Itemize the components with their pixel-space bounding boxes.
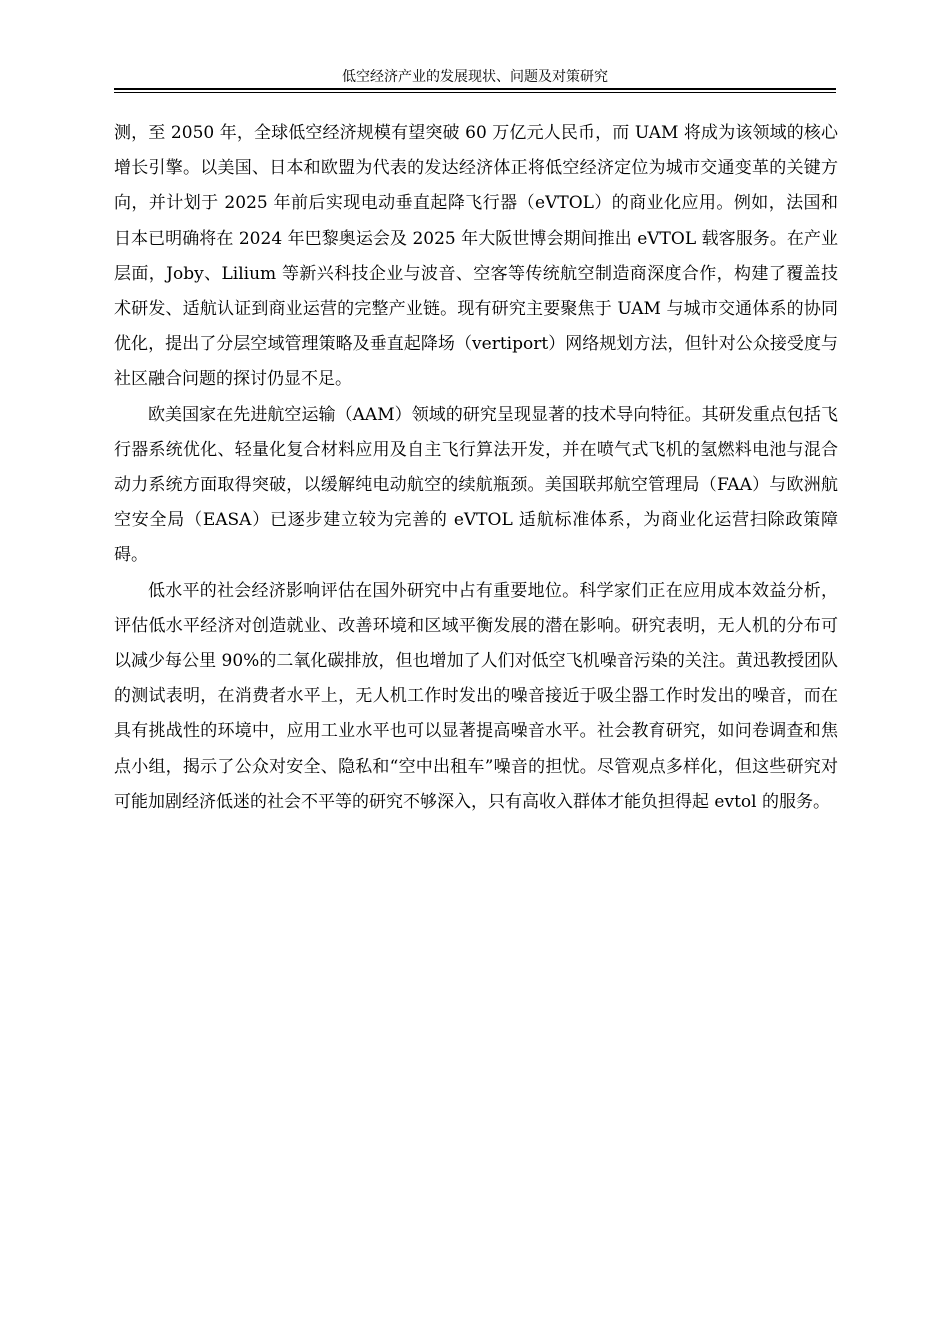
body-text xyxy=(114,116,838,820)
header-rule-thick xyxy=(114,88,836,90)
paragraph-aam-research: 欧美国家在先进航空运输（AAM）领域的研究呈现显著的技术导向特征。其研发重点包括飞行器系统优化、轻量化复合材料应用及自主飞行算法开发，并在喷气式飞机的氢燃料电池与混合动力系统方面取得突破，以缓解纯电动航空的续航瓶颈。美国联邦航空管理局（FAA）与欧洲航空安全局（EASA）已逐步建立较为完善的 eVTOL 适航标准体系，为商业化运营扫除政策障碍。 xyxy=(114,404,838,566)
running-header: 低空经济产业的发展现状、问题及对策研究 xyxy=(342,69,608,85)
paragraph-socioeconomic-impact: 低水平的社会经济影响评估在国外研究中占有重要地位。科学家们正在应用成本效益分析，评估低水平经济对创造就业、改善环境和区域平衡发展的潜在影响。研究表明，无人机的分布可以减少每公里 90%的二氧化碳排放，但也增加了人们对低空飞机噪音污染的关注。黄迅教授团队的测试表明，在消费者水平上，无人机工作时发出的噪音接近于吸尘器工作时发出的噪音，而在具有挑战性的环境中，应用工业水平也可以显著提高噪音水平。社会教育研究，如问卷调查和焦点小组，揭示了公众对安全、隐私和“空中出租车”噪音的担忧。尽管观点多样化，但这些研究对可能加剧经济低迷的社会不平等的研究不够深入，只有高收入群体才能负担得起 evtol 的服务。 xyxy=(114,580,838,812)
paragraph-continued: 测，至 2050 年，全球低空经济规模有望突破 60 万亿元人民币，而 UAM 将成为该领域的核心增长引擎。以美国、日本和欧盟为代表的发达经济体正将低空经济定位为城市交通变革的关键方向，并计划于 2025 年前后实现电动垂直起降飞行器（eVTOL）的商业化应用。例如，法国和日本已明确将在 2024 年巴黎奥运会及 2025 年大阪世博会期间推出 eVTOL 载客服务。在产业层面，Joby、Lilium 等新兴科技企业与波音、空客等传统航空制造商深度合作，构建了覆盖技术研发、适航认证到商业运营的完整产业链。现有研究主要聚焦于 UAM 与城市交通体系的协同优化，提出了分层空域管理策略及垂直起降场（vertiport）网络规划方法，但针对公众接受度与社区融合问题的探讨仍显不足。 xyxy=(114,123,838,390)
header-rule-thin xyxy=(114,92,836,93)
